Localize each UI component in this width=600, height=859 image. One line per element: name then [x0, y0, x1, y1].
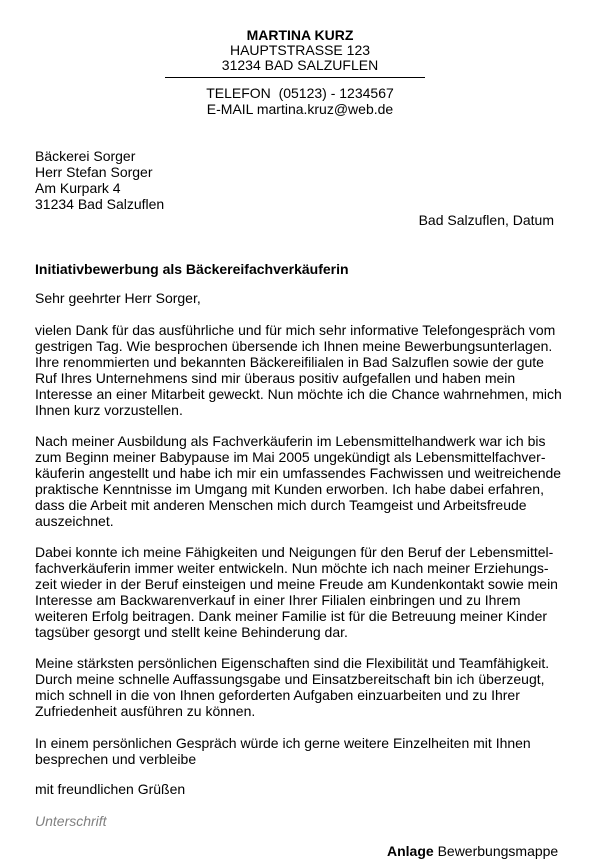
text-line: Nach meiner Ausbildung als Fachverkäuferin im Lebensmittelhandwerk war ich bis [35, 433, 546, 449]
sender-street: HAUPTSTRASSE 123 [229, 42, 371, 58]
text-line: In einem persönlichen Gespräch würde ich gerne weitere Einzelheiten mit Ihnen [35, 735, 531, 751]
text-line: Ruf Ihres Unternehmens sind mir überaus positiv aufgefallen und haben mein [35, 370, 516, 386]
text-line: gestrigen Tag. Wie besprochen übersende ich Ihnen meine Bewerbungsunterlagen. [35, 338, 553, 354]
sender-contact [0, 85, 600, 117]
letter-date: Bad Salzuflen, Datum [418, 212, 554, 228]
text-line: Ihre renommierten und bekannten Bäckereifilialen in Bad Salzuflen sowie der gute [35, 354, 544, 370]
recipient-street: Am Kurpark 4 [35, 180, 121, 196]
sender-city: 31234 BAD SALZUFLEN [221, 57, 379, 73]
text-line: auszeichnet. [35, 513, 114, 529]
signature-placeholder: Unterschrift [35, 813, 107, 829]
paragraph-5 [35, 735, 565, 767]
sender-name: MARTINA KURZ [246, 27, 354, 43]
paragraph-4 [35, 655, 565, 719]
recipient-address [35, 148, 164, 212]
header-divider [165, 77, 425, 78]
letter-subject: Initiativbewerbung als Bäckereifachverkäuferin [35, 261, 349, 277]
paragraph-2 [35, 433, 565, 529]
text-line: Dabei konnte ich meine Fähigkeiten und Neigungen für den Beruf der Lebensmittel- [35, 544, 554, 560]
text-line: besprechen und verbleibe [35, 751, 197, 767]
recipient-person: Herr Stefan Sorger [35, 164, 153, 180]
text-line: tagsüber gesorgt und stellt keine Behinderung dar. [35, 624, 348, 640]
sender-header [0, 28, 600, 73]
text-line: Ihnen kurz vorzustellen. [35, 402, 183, 418]
enclosure-text: Bewerbungsmappe [433, 843, 559, 859]
sender-email: E-MAIL martina.kruz@web.de [206, 101, 394, 117]
text-line: Meine stärksten persönlichen Eigenschaften sind die Flexibilität und Teamfähigkeit. [35, 655, 550, 671]
closing: mit freundlichen Grüßen [35, 781, 186, 797]
recipient-company: Bäckerei Sorger [35, 148, 136, 164]
text-line: Zufriedenheit ausführen zu können. [35, 703, 256, 719]
enclosure-note [387, 843, 558, 859]
sender-phone: TELEFON (05123) - 1234567 [206, 85, 394, 101]
text-line: Interesse am Backwarenverkauf in einer Ihrer Filialen einbringen und zu Ihrem [35, 592, 521, 608]
recipient-city: 31234 Bad Salzuflen [35, 196, 165, 212]
text-line: Interesse an einer Mitarbeit geweckt. Nun möchte ich die Chance wahrnehmen, mich [35, 386, 562, 402]
enclosure-label: Anlage [387, 843, 434, 859]
text-line: Durch meine schnelle Auffassungsgabe und Einsatzbereitschaft bin ich überzeugt, [35, 671, 545, 687]
paragraph-1 [35, 322, 565, 418]
text-line: zum Beginn meiner Babypause im Mai 2005 ungekündigt als Lebensmittelfachver- [35, 449, 546, 465]
text-line: praktische Kenntnisse im Umgang mit Kunden erworben. Ich habe dabei erfahren, [35, 481, 544, 497]
text-line: fachverkäuferin immer weiter entwickeln. Nun möchte ich nach meiner Erziehungs- [35, 560, 549, 576]
text-line: käuferin angestellt und habe ich mir ein umfassendes Fachwissen und weitreichende [35, 465, 562, 481]
text-line: zeit wieder in der Beruf einsteigen und meine Freude am Kundenkontakt sowie mein [35, 576, 558, 592]
salutation: Sehr geehrter Herr Sorger, [35, 290, 201, 306]
text-line: vielen Dank für das ausführliche und für mich sehr informative Telefongespräch vom [35, 322, 556, 338]
text-line: dass die Arbeit mit anderen Menschen mich durch Teamgeist und Arbeitsfreude [35, 497, 527, 513]
paragraph-3 [35, 544, 565, 640]
text-line: mich schnell in die von Ihnen geforderten Aufgaben einzuarbeiten und zu Ihrer [35, 687, 520, 703]
text-line: weiteren Erfolg beitragen. Dank meiner Familie ist für die Betreuung meiner Kinder [35, 608, 548, 624]
